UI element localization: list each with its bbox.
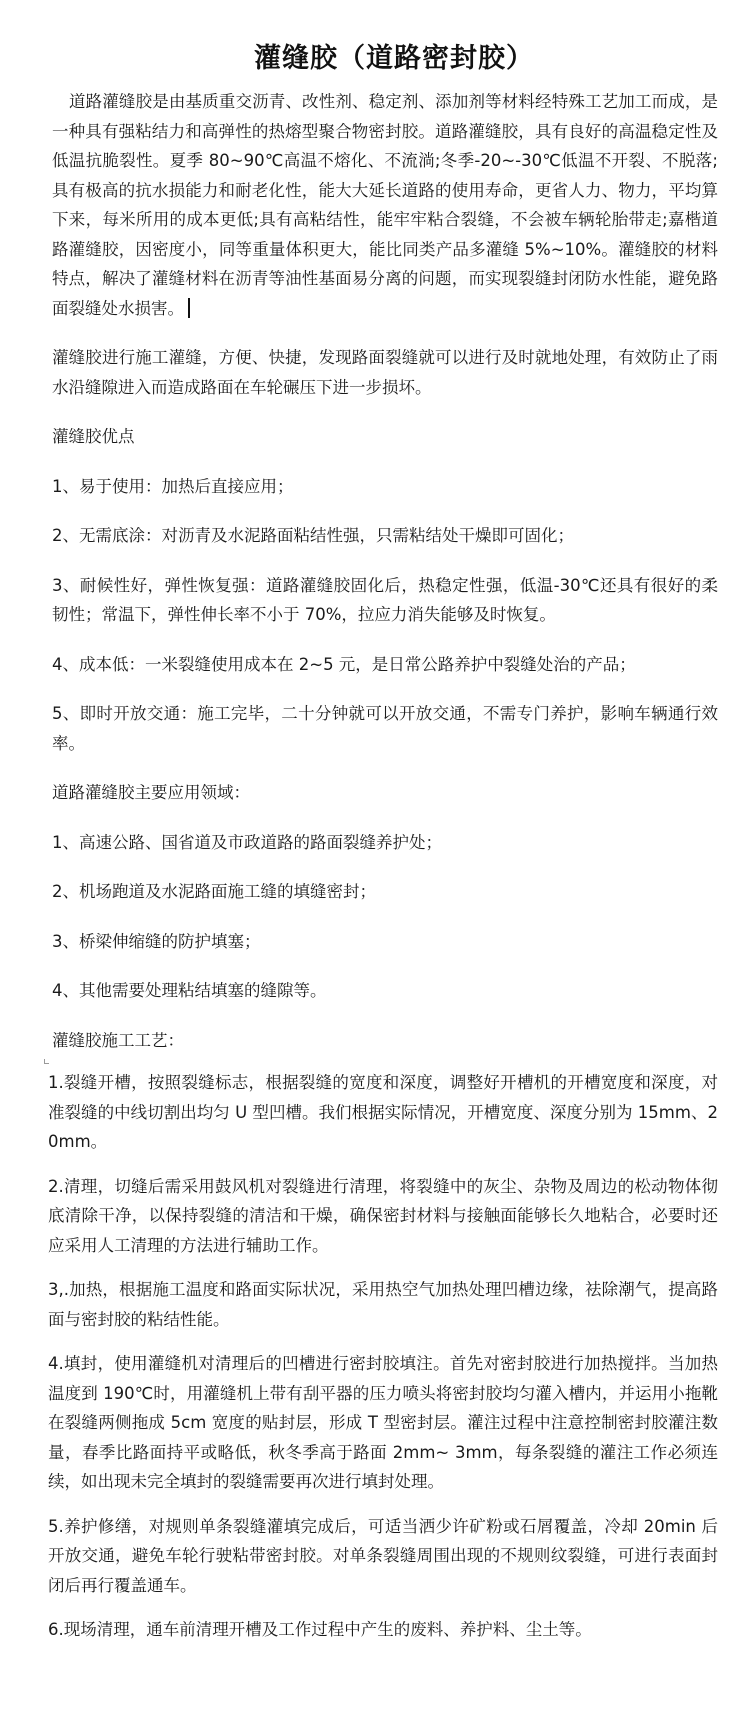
spacer — [52, 559, 718, 571]
advantage-item: 5、即时开放交通：施工完毕，二十分钟就可以开放交通，不需专门养护，影响车辆通行效率。 — [52, 704, 718, 753]
spacer — [52, 509, 718, 521]
process-steps — [48, 1068, 718, 1645]
advantage-item: 4、成本低：一米裂缝使用成本在 2~5 元，是日常公路养护中裂缝处治的产品； — [52, 654, 636, 674]
spacer — [52, 1014, 718, 1026]
spacer — [52, 638, 718, 650]
advantages-heading: 灌缝胶优点 — [52, 427, 135, 446]
application-item: 3、桥梁伸缩缝的防护填塞； — [52, 931, 261, 951]
spacer — [52, 460, 718, 472]
spacer — [52, 915, 718, 927]
spacer — [52, 816, 718, 828]
process-step: 3,.加热，根据施工温度和路面实际状况，采用热空气加热处理凹槽边缘，祛除潮气，提高路面与密封胶的粘结性能。 — [48, 1280, 718, 1329]
text-cursor — [188, 298, 190, 318]
spacer — [52, 331, 718, 343]
spacer — [52, 766, 718, 778]
application-item: 4、其他需要处理粘结填塞的缝隙等。 — [52, 981, 327, 1000]
advantage-item: 1、易于使用：加热后直接应用； — [52, 476, 294, 496]
process-step: 2.清理，切缝后需采用鼓风机对裂缝进行清理，将裂缝中的灰尘、杂物及周边的松动物体彻底清除干净，以保持裂缝的清洁和干燥，确保密封材料与接触面能够长久地粘合，必要时还应采用人工清理的方法进行辅助工作。 — [48, 1176, 718, 1255]
page-title: 灌缝胶（道路密封胶） — [254, 43, 534, 74]
spacer — [52, 964, 718, 976]
process-step: 1.裂缝开槽，按照裂缝标志，根据裂缝的宽度和深度，调整好开槽机的开槽宽度和深度，对准裂缝的中线切割出均匀 U 型凹槽。我们根据实际情况，开槽宽度、深度分别为 15mm、20mm。 — [48, 1073, 718, 1151]
process-step: 6.现场清理，通车前清理开槽及工作过程中产生的废料、养护料、尘土等。 — [48, 1620, 592, 1639]
spacer — [52, 687, 718, 699]
process-heading: 灌缝胶施工工艺： — [52, 1030, 184, 1050]
paragraph-marker — [44, 1059, 49, 1064]
spacer — [52, 865, 718, 877]
application-item: 2、机场跑道及水泥路面施工缝的填缝密封； — [52, 882, 376, 901]
advantage-item: 2、无需底涂：对沥青及水泥路面粘结性强，只需粘结处干燥即可固化； — [52, 526, 574, 545]
process-step: 4.填封，使用灌缝机对清理后的凹槽进行密封胶填注。首先对密封胶进行加热搅拌。当加热温度到 190℃时，用灌缝机上带有刮平器的压力喷头将密封胶均匀灌入槽内，并运用小拖靴在裂缝两侧拖成 5cm 宽度的贴封层，形成 T 型密封层。灌注过程中注意控制密封胶灌注数量，春季比路面持平或略低，秋冬季高于路面 2mm~ 3mm，每条裂缝的灌注工作必须连续，如出现未完全填封的裂缝需要再次进行填封处理。 — [48, 1354, 718, 1491]
construction-paragraph: 灌缝胶进行施工灌缝，方便、快捷，发现路面裂缝就可以进行及时就地处理，有效防止了雨水沿缝隙进入而造成路面在车轮碾压下进一步损坏。 — [52, 348, 718, 397]
spacer — [52, 410, 718, 422]
application-item: 1、高速公路、国省道及市政道路的路面裂缝养护处； — [52, 832, 442, 852]
process-step: 5.养护修缮，对规则单条裂缝灌填完成后，可适当洒少许矿粉或石屑覆盖，冷却 20min 后开放交通，避免车轮行驶粘带密封胶。对单条裂缝周围出现的不规则纹裂缝，可进行表面封闭后再行覆盖通车。 — [48, 1516, 718, 1595]
intro-text: 道路灌缝胶是由基质重交沥青、改性剂、稳定剂、添加剂等材料经特殊工艺加工而成，是一种具有强粘结力和高弹性的热熔型聚合物密封胶。道路灌缝胶，具有良好的高温稳定性及低温抗脆裂性。夏季 80~90℃高温不熔化、不流淌;冬季-20~-30℃低温不开裂、不脱落;具有极高的抗水损能力和耐老化性，能大大延长道路的使用寿命，更省人力、物力，平均算下来，每米所用的成本更低;具有高粘结性，能牢牢粘合裂缝，不会被车辆轮胎带走;嘉楷道路灌缝胶，因密度小，同等重量体积更大，能比同类产品多灌缝 5%~10%。灌缝胶的材料特点，解决了灌缝材料在沥青等油性基面易分离的问题，而实现裂缝封闭防水性能，避免路面裂缝处水损害。 — [52, 92, 718, 318]
applications-heading: 道路灌缝胶主要应用领域： — [52, 783, 250, 802]
advantage-item: 3、耐候性好，弹性恢复强：道路灌缝胶固化后，热稳定性强，低温-30℃还具有很好的柔韧性；常温下，弹性伸长率不小于 70%，拉应力消失能够及时恢复。 — [52, 575, 718, 624]
intro-paragraph — [52, 87, 718, 323]
